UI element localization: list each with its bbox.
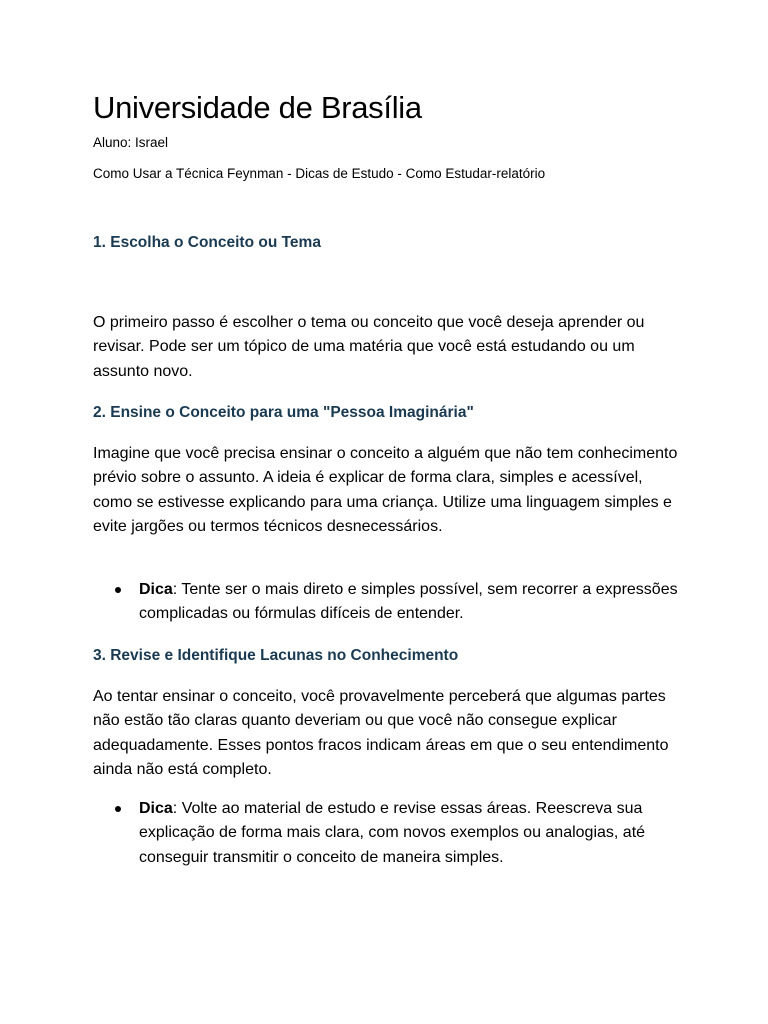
document-subtitle: Como Usar a Técnica Feynman - Dicas de Estudo - Como Estudar-relatório (93, 166, 546, 181)
tip-text: : Tente ser o mais direto e simples possível, sem recorrer a expressões complicadas ou fórmulas difíceis de entender. (139, 581, 678, 623)
section-heading-1: 1. Escolha o Conceito ou Tema (93, 234, 321, 251)
section-paragraph-1: O primeiro passo é escolher o tema ou conceito que você deseja aprender ou revisar. Pode ser um tópico de uma matéria que você está estudando ou um assunto novo. (93, 314, 645, 380)
tip-text: : Volte ao material de estudo e revise essas áreas. Reescreva sua explicação de forma mais clara, com novos exemplos ou analogias, até conseguir transmitir o conceito de maneira simples. (139, 800, 646, 866)
section-heading-3: 3. Revise e Identifique Lacunas no Conhecimento (93, 647, 459, 664)
section-paragraph-2: Imagine que você precisa ensinar o conceito a alguém que não tem conhecimento prévio sobre o assunto. A ideia é explicar de forma clara, simples e acessível, como se estivesse explicando para uma criança. Utilize uma linguagem simples e evite jargões ou termos técnicos desnecessários. (93, 445, 678, 535)
section-paragraph-3: Ao tentar ensinar o conceito, você provavelmente perceberá que algumas partes não estão tão claras quanto deveriam ou que você não consegue explicar adequadamente. Esses pontos fracos indicam áreas em que o seu entendimento ainda não está completo. (93, 688, 669, 778)
tip-label: Dica (139, 800, 173, 817)
page-title: Universidade de Brasília (93, 90, 422, 125)
tip-label: Dica (139, 581, 173, 598)
student-name: Aluno: Israel (93, 135, 169, 150)
tip-bullet-2 (139, 797, 684, 870)
section-heading-2: 2. Ensine o Conceito para uma "Pessoa Imaginária" (93, 404, 474, 421)
tip-bullet-1 (139, 578, 684, 627)
